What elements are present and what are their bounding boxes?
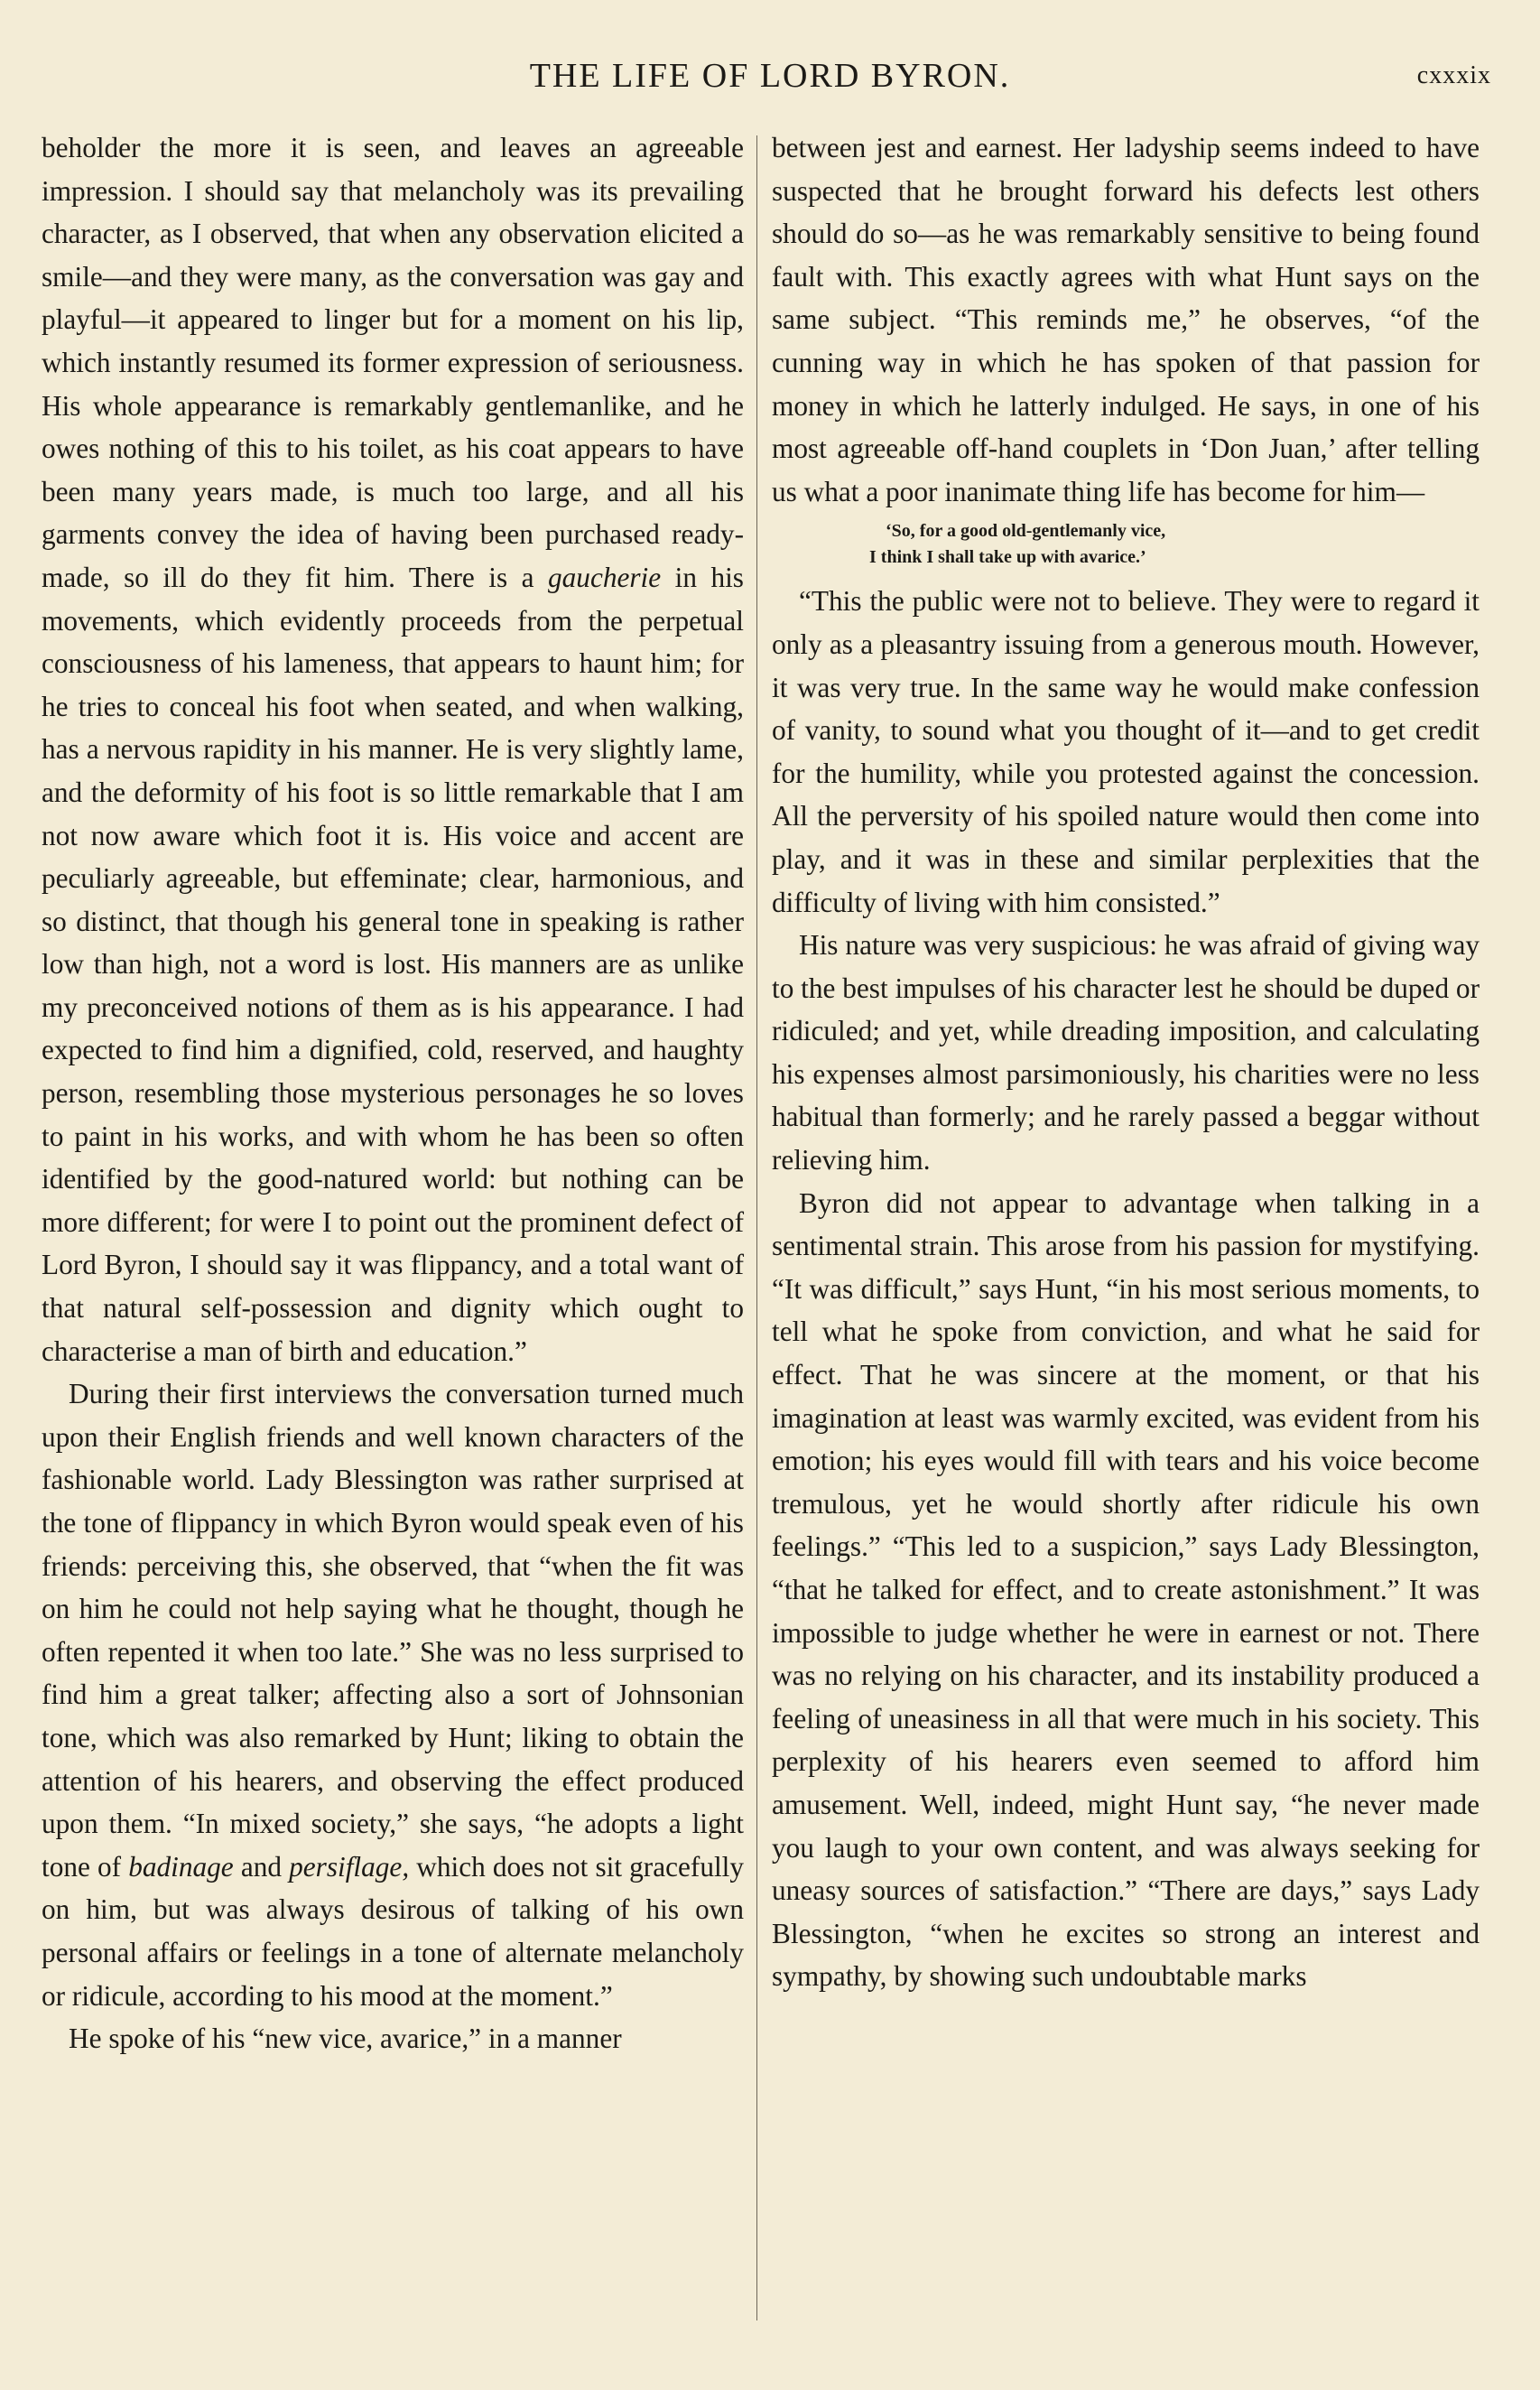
verse-quote — [772, 518, 1480, 571]
left-p2-text-b: and — [240, 1850, 283, 1883]
right-column — [772, 126, 1480, 1998]
verse-line-2: I think I shall take up with avarice.’ — [869, 547, 1146, 568]
left-column — [42, 126, 744, 2060]
left-p1-italic: gaucherie — [548, 561, 662, 593]
left-p1-text: beholder the more it is seen, and leaves an agreeable impression. I should say that melancholy was its prevailing character, as I observed, that when any observation elicited a smile—and they were many, as the conversation was gay and playful—it appeared to linger but for a moment on his lip, which instantly resumed its former expression of seriousness. His whole appearance is remarkably gentlemanlike, and he owes nothing of this to his toilet, as his coat appears to have been many years made, is much too large, and all his garments convey the idea of having been purchased ready-made, so ill do they fit him. There is a — [42, 132, 744, 593]
left-paragraph-3: He spoke of his “new vice, avarice,” in a manner — [69, 2023, 622, 2055]
left-p2-italic-1: badinage — [128, 1850, 234, 1883]
verse-line-1: ‘So, for a good old-gentlemanly vice, — [886, 521, 1166, 542]
left-p2-italic-2: persiflage, — [289, 1850, 410, 1883]
running-title: THE LIFE OF LORD BYRON. — [529, 57, 1011, 95]
column-rule — [756, 135, 757, 2320]
running-head — [0, 56, 1540, 110]
right-paragraph-3: His nature was very suspicious: he was afraid of giving way to the best impulses of his character lest he should be duped or ridiculed; and yet, while dreading imposition, and calculating his expenses almost parsimoniously, his charities were no less habitual than formerly; and he rarely passed a beggar without relieving him. — [772, 929, 1480, 1176]
left-p1-rest: in his movements, which evidently proceeds from the perpetual consciousness of his lameness, that appears to haunt him; for he tries to conceal his foot when seated, and when walking, has a nervous rapidity in his manner. He is very slightly lame, and the deformity of his foot is so little remarkable that I am not now aware which foot it is. His voice and accent are peculiarly agreeable, but effeminate; clear, harmonious, and so distinct, that though his general tone in speaking is rather low than high, not a word is lost. His manners are as unlike my preconceived notions of them as is his appearance. I had expected to find him a dignified, cold, reserved, and haughty person, resembling those mysterious personages he so loves to paint in his works, and with whom he has been so often identified by the good-natured world: but nothing can be more different; for were I to point out the prominent defect of Lord Byron, I should say it was flippancy, and a total want of that natural self-possession and dignity which ought to characterise a man of birth and education.” — [42, 561, 744, 1367]
left-p2-text-a: During their first interviews the conversation turned much upon their English friends and well known characters of the fashionable world. Lady Blessington was rather surprised at the tone of flippancy in which Byron would speak even of his friends: perceiving this, she observed, that “when the fit was on him he could not help saying what he thought, though he often repented it when too late.” She was no less surprised to find him a great talker; affecting also a sort of Johnsonian tone, which was also remarked by Hunt; liking to obtain the attention of his hearers, and observing the effect produced upon them. “In mixed society,” she says, “he adopts a light tone of — [42, 1378, 744, 1883]
page-number: cxxxix — [1416, 61, 1491, 89]
left-paragraph-1 — [42, 126, 744, 1372]
left-p2-text-c: which does not sit gracefully on him, but was always desirous of talking of his own personal affairs or feelings in a tone of alternate melancholy or ridicule, according to his mood at the moment.” — [42, 1850, 745, 2012]
right-paragraph-1: between jest and earnest. Her ladyship seems indeed to have suspected that he brought forward his defects lest others should do so—as he was remarkably sensitive to being found fault with. This exactly agrees with what Hunt says on the same subject. “This reminds me,” he observes, “of the cunning way in which he has spoken of that passion for money in which he latterly indulged. He says, in one of his most agreeable off-hand couplets in ‘Don Juan,’ after telling us what a poor inanimate thing life has become for him— — [772, 132, 1480, 507]
left-paragraph-2 — [42, 1372, 744, 2017]
right-paragraph-4: Byron did not appear to advantage when talking in a sentimental strain. This arose from his passion for mystifying. “It was difficult,” says Hunt, “in his most serious moments, to tell what he spoke from conviction, and what he said for effect. That he was sincere at the moment, or that his imagination at least was warmly excited, was evident from his emotion; his eyes would fill with tears and his voice become tremulous, yet he would shortly after ridicule his own feelings.” “This led to a suspicion,” says Lady Blessington, “that he talked for effect, and to create astonishment.” It was impossible to judge whether he were in earnest or not. There was no relying on his character, and its instability produced a feeling of uneasiness in all that were much in his society. This perplexity of his hearers even seemed to afford him amusement. Well, indeed, might Hunt say, “he never made you laugh to your own content, and was always seeking for uneasy sources of satisfaction.” “There are days,” says Lady Blessington, “when he excites so strong an interest and sympathy, by showing such undoubtable marks — [772, 1186, 1480, 1993]
right-paragraph-2: “This the public were not to believe. They were to regard it only as a pleasantry issuing from a generous mouth. However, it was very true. In the same way he would make confession of vanity, to sound what you thought of it—and to get credit for the humility, while you protested against the concession. All the perversity of his spoiled nature would then come into play, and it was in these and similar perplexities that the difficulty of living with him consisted.” — [772, 585, 1480, 918]
